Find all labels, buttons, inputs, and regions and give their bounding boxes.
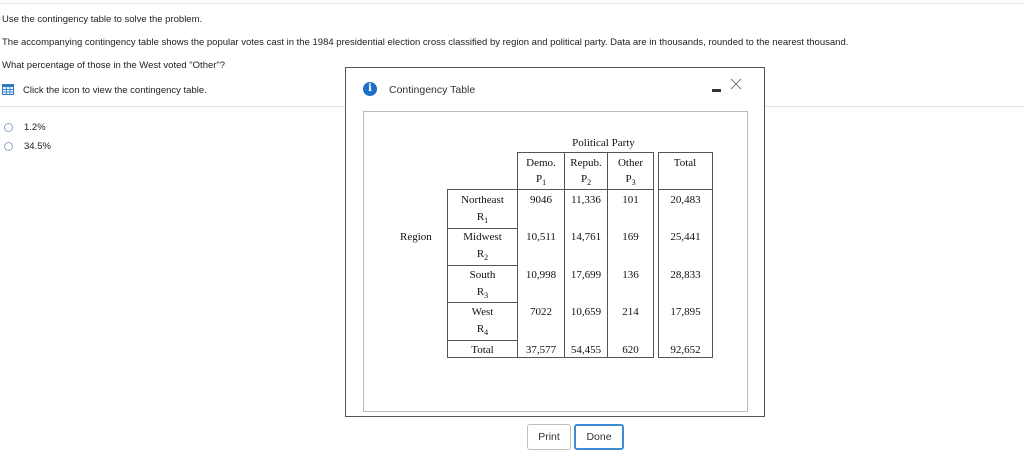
- close-icon[interactable]: [730, 78, 742, 90]
- row-symbol: $R_2$: [476, 248, 489, 263]
- contingency-table: [364, 112, 747, 411]
- row-symbol: $R_4$: [476, 323, 489, 338]
- row-label: South: [469, 269, 496, 281]
- row-symbol: $R_3$: [476, 286, 489, 301]
- row-label: West: [471, 306, 494, 318]
- total-cell: 37,577: [525, 344, 557, 356]
- table-cell: 214: [622, 306, 639, 318]
- answer-option-2[interactable]: [4, 141, 51, 152]
- table-cell: 9046: [530, 194, 552, 206]
- row-symbol: $R_1$: [476, 211, 489, 226]
- answer-option-1[interactable]: [4, 122, 46, 133]
- row-group-label: Region: [400, 231, 432, 243]
- minimize-button[interactable]: [712, 89, 721, 92]
- question-text: What percentage of those in the West voted "Other"?: [2, 60, 226, 71]
- table-cell: 101: [622, 194, 639, 206]
- row-label: Midwest: [463, 231, 502, 243]
- table-cell: 10,998: [525, 269, 557, 281]
- dialog-title: Contingency Table: [389, 84, 476, 96]
- column-symbol: $P_1$: [535, 173, 547, 188]
- radio-button[interactable]: [4, 142, 13, 151]
- print-button[interactable]: Print: [527, 424, 571, 450]
- party-group-header: Political Party: [572, 137, 635, 149]
- table-link[interactable]: Click the icon to view the contingency table.: [23, 85, 207, 96]
- problem-text: The accompanying contingency table shows the popular votes cast in the 1984 presidential election cross classified by region and political party. Data are in thousands, rounded to the nearest thousand.: [2, 37, 849, 48]
- column-symbol: $P_3$: [625, 173, 636, 188]
- total-cell: 620: [622, 344, 639, 356]
- table-cell: 11,336: [571, 194, 601, 206]
- table-cell: 10,659: [570, 306, 602, 318]
- instruction-text: Use the contingency table to solve the problem.: [2, 14, 203, 25]
- table-cell: 25,441: [670, 231, 701, 243]
- total-column-header: Total: [673, 157, 697, 169]
- table-cell: 17,895: [670, 306, 701, 318]
- table-cell: 7022: [530, 306, 552, 318]
- table-cell: 17,699: [570, 269, 602, 281]
- total-row-label: Total: [471, 344, 494, 356]
- dialog-header: [346, 68, 764, 112]
- table-cell: 136: [622, 269, 639, 281]
- done-button[interactable]: Done: [574, 424, 624, 450]
- column-header: Repub.: [570, 157, 602, 169]
- row-label: Northeast: [461, 194, 504, 206]
- table-cell: 20,483: [670, 194, 701, 206]
- column-symbol: $P_2$: [580, 173, 592, 188]
- info-icon: i: [363, 82, 377, 96]
- table-icon[interactable]: [2, 84, 14, 95]
- total-cell: 54,455: [570, 344, 602, 356]
- table-cell: 28,833: [670, 269, 701, 281]
- top-divider: [0, 3, 1024, 4]
- table-cell: 10,511: [526, 231, 556, 243]
- column-header: Other: [617, 157, 644, 169]
- table-cell: 14,761: [570, 231, 602, 243]
- dialog-content: [363, 111, 748, 443]
- radio-button[interactable]: [4, 123, 13, 132]
- total-cell: 92,652: [670, 344, 701, 356]
- option-label: 34.5%: [24, 141, 51, 152]
- contingency-table-dialog: [345, 67, 765, 443]
- column-header: Demo.: [526, 157, 556, 169]
- option-label: 1.2%: [24, 122, 46, 133]
- table-cell: 169: [622, 231, 639, 243]
